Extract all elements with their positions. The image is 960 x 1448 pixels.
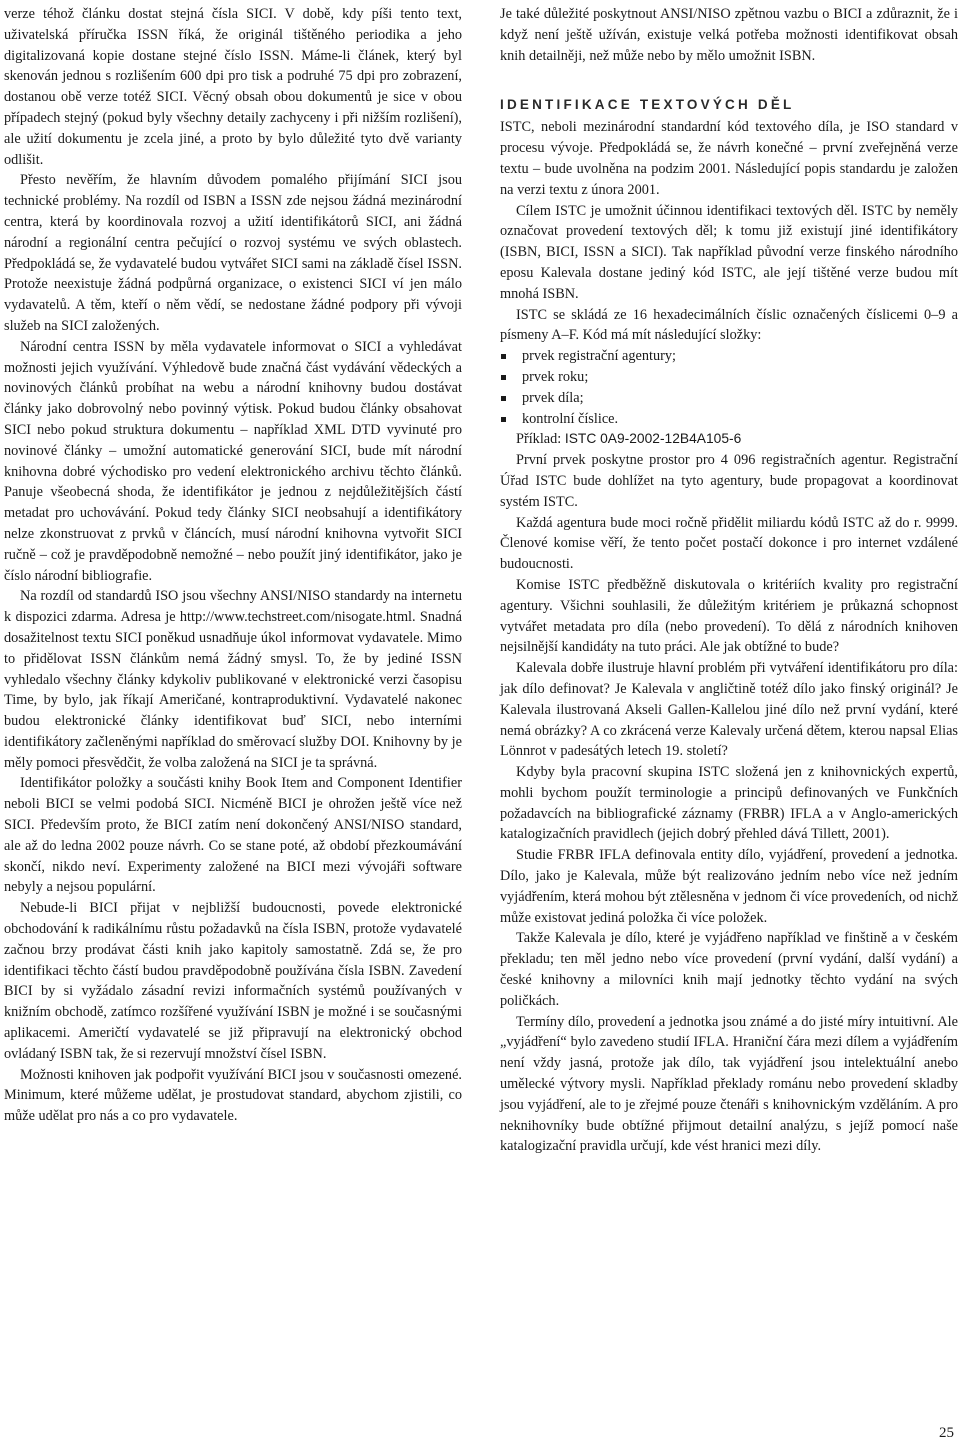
paragraph: Komise ISTC předběžně diskutovala o kritériích kvality pro registrační agentury. Všichni souhlasili, že důležitým kritériem je průkazná schopnost vytvářet metadata pro díla (nebo provedení). To dělá z národních knihoven nejsilnější kandidáty na tuto práci. Ale jak obtížné to bude? <box>500 576 958 656</box>
square-bullet-icon <box>501 396 506 401</box>
paragraph: Termíny dílo, provedení a jednotka jsou známé a do jisté míry intuitivní. Ale „vyjádření“ bylo zavedeno studií IFLA. Hraniční čára mezi dílem a vyjádřením není vždy jasná, protože jak dílo, tak vyjádření jsou intelektuální anebo umělecké výtvory mysli. Například překlady románu nebo provedení skladby jsou vyjádření, ale to je zřejmé pouze čtenáři s knihovnickým vzděláním. A pro neknihovníky bude obtížné přijmout detailní analýzu, s jejíž pomocí naše katalogizační pravidla určují, kde vést hranici mezi díly. <box>500 1013 958 1155</box>
paragraph: Národní centra ISSN by měla vydavatele informovat o SICI a vyhledávat možnosti jejich využívání. Výhledově bude značná část vydávání vědeckých a novinových článků probíhat na webu a národní knihovny budou dostávat články jako dobrovolný nebo povinný výtisk. Pokud budou články obsahovat SICI nebo pokud struktura dokumentu – například XML DTD vyvinuté pro novinové články – umožní automatické generování SICI, bude mít národní knihovna dobré východisko pro vedení elektronického archivu těchto článků. Panuje všeobecná shoda, že identifikátor je jednou z nejdůležitějších částí metadat pro uchovávání. Pokud tedy články SICI neobsahují a identifikátory nelze zkonstruovat z prvků v článcích, musí národní knihovna vytvořit SICI ručně – což je pravděpodobně nemožné – nebo použít jiný identifikátor, jako je číslo národní bibliografie. <box>4 338 462 584</box>
component-list <box>500 346 958 429</box>
paragraph: Nebude-li BICI přijat v nejbližší budoucnosti, povede elektronické obchodování k radikálnímu růstu požadavků na čísla ISBN, protože vydavatelé začnou brzy prodávat části knih jako kapitoly samostatně. Zdá se, že pro identifikaci těchto částí budou pravděpodobně používána čísla ISBN. Zavedení BICI by si vyžádalo zásadní revizi informačních systémů používaných v knižním obchodě, zatímco rozšířené využívání ISBN je možné i se současnými aplikacemi. Američtí vydavatelé se již připravují na elektronický obchod ovládaný ISBN tak, že si rezervují množství čísel ISBN. <box>4 900 462 1062</box>
paragraph: První prvek poskytne prostor pro 4 096 registračních agentur. Registrační Úřad ISTC bude dohlížet na tyto agentury, bude propagovat a koordinovat systém ISTC. <box>500 452 958 510</box>
list-item: prvek díla; <box>500 388 958 409</box>
list-item: prvek registrační agentury; <box>500 346 958 367</box>
intro-paragraph: Je také důležité poskytnout ANSI/NISO zpětnou vazbu o BICI a zdůraznit, že i když není ještě užíván, existuje velká potřeba možnosti identifikovat obsah knih detailněji, než může nebo by mělo umožnit ISBN. <box>500 6 958 64</box>
paragraph: ISTC, neboli mezinárodní standardní kód textového díla, je ISO standard v procesu vývoje. Předpokládá se, že návrh konečné – první zveřejněná verze textu – bude uvolněna na podzim 2001. Následující popis standardu je založen na verzi textu z února 2001. <box>500 119 958 198</box>
paragraph: Identifikátor položky a součásti knihy Book Item and Component Identifier neboli BICI se velmi podobá SICI. Nicméně BICI je ohrožen ještě více než SICI. Především proto, že BICI zatím není dokončený ANSI/NISO standard, ale až do ledna 2002 pouze návrh. Co se stane poté, až období přezkoumávání skončí, nikdo neví. Experimenty založené na BICI mezi vývojáři software nebyly a nejsou populární. <box>4 775 462 896</box>
paragraph: Na rozdíl od standardů ISO jsou všechny ANSI/NISO standardy na internetu k dispozici zdarma. Adresa je http://www.techstreet.com/nisogate.html. Snadná dosažitelnost textu SICI poněkud usnadňuje úkol informovat vydavatele. Mimo to přidělovat ISSN článkům nemá žádný smysl. To, že by jediné ISSN vyhledalo všechny články kdykoliv publikované v elektronické verzi časopisu Time, by bylo, jak říkají Američané, kontraproduktivní. Vydavatelé nakonec budou elektronické články identifikovat buď SICI, nebo interními identifikátory začleněnými například do směrovací služby DOI. Knihovny by je měly pomoci přesvědčit, že volba založená na SICI je ta správná. <box>4 588 462 771</box>
paragraph: verze téhož článku dostat stejná čísla SICI. V době, kdy píši tento text, uživatelská příručka ISSN říká, že originál tištěného periodika a jeho digitalizovaná kopie dostane stejné číslo ISSN. Máme-li článek, který byl skenován jednou s rozlišením 600 dpi pro tisk a podruhé 75 dpi pro zobrazení, dostanou obě verze totéž SICI. Věcný obsah obou dokumentů je sice v obou případech stejný (pokud byly všechny detaily zachyceny i při nižším rozlišení), ale užití dokumentu je zcela jiné, a proto by bylo důležité tyto dvě varianty odlišit. <box>4 6 462 168</box>
paragraph: Kdyby byla pracovní skupina ISTC složená jen z knihovnických expertů, mohli bychom použít terminologie a principů definovaných ve Funkčních požadavcích na bibliografické záznamy (FRBR) IFLA a v Anglo-amerických katalogizačních pravidlech (jejich dobrý přehled dává Tillett, 2001). <box>500 764 958 843</box>
example-line <box>500 429 958 450</box>
right-column <box>500 4 958 1157</box>
paragraph: Kalevala dobře ilustruje hlavní problém při vytváření identifikátoru pro díla: jak dílo definovat? Je Kalevala v angličtině totéž dílo jako finský originál? Je Kalevala ilustrovaná Akseli Gallen-Kallelou jiné dílo než první vydání, které nemá obrázky? A co zkrácená verze Kalevaly určená dětem, kterou napsal Elias Lönnrot v padesátých letech 19. století? <box>500 660 958 760</box>
paragraph: Takže Kalevala je dílo, které je vyjádřeno například ve finštině a v českém překladu; ten měl jedno nebo více provedení (první vydání, další vydání) a české knihovny a milovníci knih mají jednotky těchto vydání na svých poličkách. <box>500 930 958 1009</box>
section-heading: IDENTIFIKACE TEXTOVÝCH DĚL <box>500 97 795 113</box>
list-item: prvek roku; <box>500 367 958 388</box>
square-bullet-icon <box>501 375 506 380</box>
paragraph: Studie FRBR IFLA definovala entity dílo, vyjádření, provedení a jednotka. Dílo, jako je Kalevala, může být realizováno jedním nebo více než jedním vyjádřením, která mohou být ztělesněna v jednom či více provedeních, od nichž může existovat jediná položka či více položek. <box>500 847 958 926</box>
square-bullet-icon <box>501 354 506 359</box>
square-bullet-icon <box>501 417 506 422</box>
paragraph: ISTC se skládá ze 16 hexadecimálních číslic označených číslicemi 0–9 a písmeny A–F. Kód má mít následující složky: <box>500 306 958 344</box>
list-item: kontrolní číslice. <box>500 409 958 430</box>
paragraph: Možnosti knihoven jak podpořit využívání BICI jsou v současnosti omezené. Minimum, které můžeme udělat, je prostudovat standard, abychom zjistili, co může udělat pro nás a co pro vydavatele. <box>4 1066 462 1125</box>
page-number: 25 <box>939 1425 954 1441</box>
left-column <box>4 4 462 1127</box>
example-label: Příklad: <box>516 431 562 448</box>
paragraph: Přesto nevěřím, že hlavním důvodem pomalého přijímání SICI jsou technické problémy. Na rozdíl od ISBN a ISSN zde nejsou žádná mezinárodní centra, která by koordinovala rozvoj a užití identifikátorů SICI, ani žádná národní a regionální centra pečující o rozvoj systému ve svých oblastech. Předpokládá se, že vydavatelé budou vytvářet SICI sami na základě čísel ISSN. Protože neexistuje žádná podpůrná organizace, o existenci SICI ví jen málo vydavatelů. A těm, kteří o něm vědí, se nedostane žádné podpory při vývoji služeb na SICI založených. <box>4 172 462 334</box>
example-code: ISTC 0A9-2002-12B4A105-6 <box>564 431 742 447</box>
paragraph: Cílem ISTC je umožnit účinnou identifikaci textových děl. ISTC by neměly označovat provedení textových děl; k tomu již existují jiné identifikátory (ISBN, BICI, ISSN a SICI). Tak například původní verze finského národního eposu Kalevala dostane jediný kód ISTC, ale její tištěné verze budou mít mnohá ISBN. <box>500 202 958 302</box>
paragraph: Každá agentura bude moci ročně přidělit miliardu kódů ISTC až do r. 9999. Členové komise věří, že tento počet postačí dokonce i pro internet vzdálené budoucnosti. <box>500 514 958 573</box>
